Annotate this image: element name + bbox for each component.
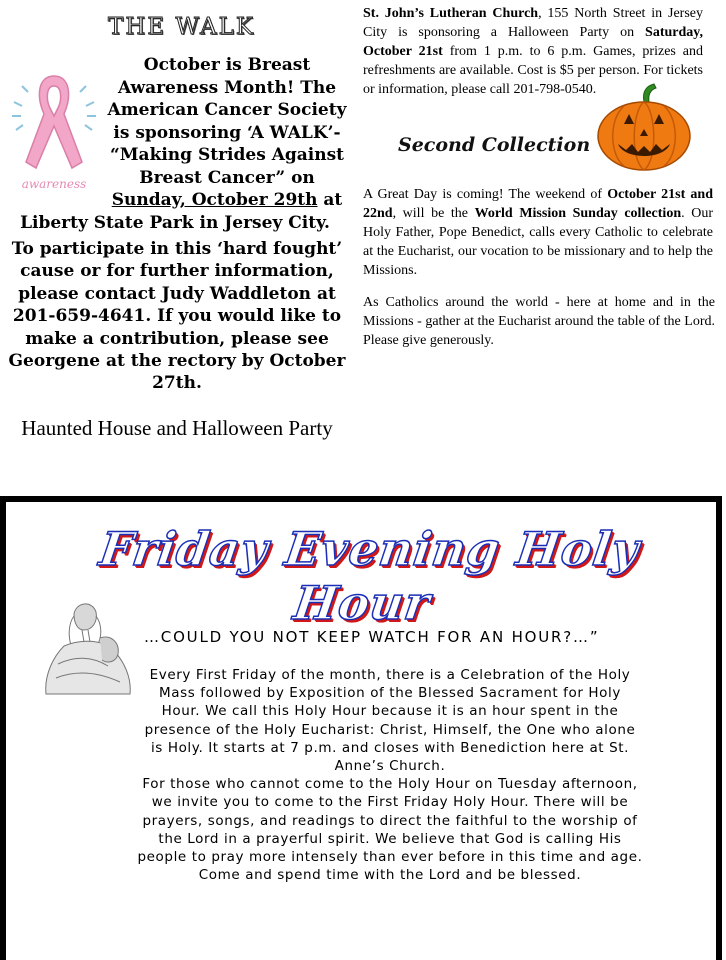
holy-hour-title: Friday Evening Holy Hour bbox=[96, 522, 644, 630]
holy-hour-quote: …COULD YOU NOT KEEP WATCH FOR AN HOUR?…” bbox=[144, 628, 600, 646]
haunted-house-heading: Haunted House and Halloween Party bbox=[21, 416, 333, 440]
second-collection-heading: Second Collection bbox=[398, 134, 591, 156]
mission-paragraph-2: As Catholics around the world - here at home and in the Missions - gather at the Eucharist around the table of the Lord. Please give generously. bbox=[363, 295, 715, 348]
holy-hour-line: Mass followed by Exposition of the Blessed Sacrament for Holy bbox=[159, 685, 621, 702]
holy-hour-line: presence of the Holy Eucharist: Christ, Himself, the One who alone bbox=[144, 721, 636, 738]
jack-o-lantern-icon bbox=[594, 80, 694, 172]
ribbon-caption: awareness bbox=[21, 177, 87, 191]
holy-hour-line: prayers, songs, and readings to direct the faithful to the worship of bbox=[142, 812, 638, 829]
holy-hour-body bbox=[114, 666, 666, 884]
holy-hour-line: the Lord in a prayerful spirit. We believe that God is calling His bbox=[158, 830, 622, 847]
walk-intro-paragraph: October is Breast Awareness Month! The American Cancer Society is sponsoring ‘A WALK’- “Making Strides Against Breast Cancer” on Sunday, October 29th at Liberty State Park in Jersey City. bbox=[20, 55, 347, 233]
walk-date: Sunday, October 29th bbox=[111, 190, 318, 210]
holy-hour-line: is Holy. It starts at 7 p.m. and closes with Benediction here at St. bbox=[150, 739, 630, 756]
holy-hour-section bbox=[0, 496, 722, 960]
mission-paragraph-1: A Great Day is coming! The weekend of October 21st and 22nd, will be the World Mission Sunday collection. Our Holy Father, Pope Benedict, calls every Catholic to celebrate at the Eucharist, our vocation to be missionary and to help the Missions. bbox=[363, 187, 713, 278]
holy-hour-line: For those who cannot come to the Holy Hour on Tuesday afternoon, bbox=[142, 776, 638, 793]
lutheran-paragraph: St. John’s Lutheran Church, 155 North Street in Jersey City is sponsoring a Halloween Party on Saturday, October 21st from 1 p.m. to 6 p.m. Games, prizes and refreshments are available. Cost is $5 per person. For tickets or information, please call 201-798-0540. bbox=[363, 6, 703, 97]
holy-hour-line: Every First Friday of the month, there is a Celebration of the Holy bbox=[149, 667, 631, 683]
holy-hour-line: Hour. We call this Holy Hour because it is an hour spent in the bbox=[161, 703, 619, 720]
holy-hour-line: Come and spend time with the Lord and be blessed. bbox=[198, 867, 582, 884]
holy-hour-line: we invite you to come to the First Friday Holy Hour. There will be bbox=[151, 794, 629, 811]
walk-title: THE WALK bbox=[108, 14, 256, 40]
walk-participate-paragraph: To participate in this ‘hard fought’ cause or for further information, please contact Judy Waddleton at 201-659-4641. If you would like to make a contribution, please see Georgene at the rectory by October 27th. bbox=[8, 239, 346, 394]
holy-hour-line: Anne’s Church. bbox=[334, 758, 446, 775]
holy-hour-line: people to pray more intensely than ever before in this time and age. bbox=[137, 849, 643, 866]
